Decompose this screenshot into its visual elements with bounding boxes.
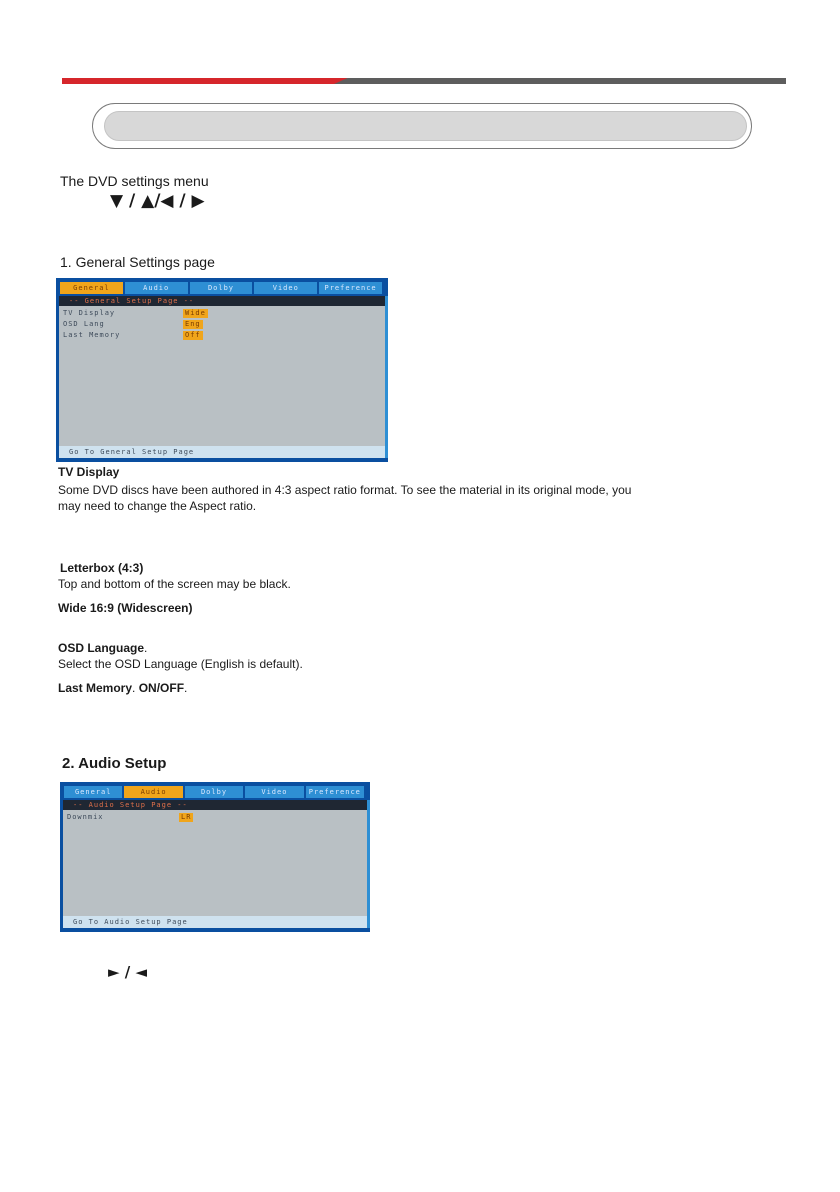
osd-tab-preference: Preference [319,282,384,294]
osd-tab-video: Video [254,282,319,294]
osd-edge [367,800,370,928]
osd-row-value: Off [185,331,201,339]
osd-row-value: Wide [185,309,206,317]
osd-language-line [58,641,147,655]
osd-row-label: TV Display [63,309,116,317]
osd-page-title: -- Audio Setup Page -- [63,800,367,810]
nav-arrows: ▼ / ▲/◀ / ▶ [110,191,205,211]
osd-tab-audio: Audio [125,282,190,294]
intro-title: The DVD settings menu [60,173,209,189]
osd-footer: Go To General Setup Page [59,446,385,458]
osd-edge [385,296,388,458]
osd-tab-dolby: Dolby [190,282,255,294]
general-setup-osd-image [56,278,388,462]
wide-label: Wide 16:9 (Widescreen) [58,601,193,615]
osd-language-period: . [144,641,148,655]
letterbox-text: Top and bottom of the screen may be black. [58,577,291,591]
title-bar [104,111,747,141]
section-heading-audio: 2. Audio Setup [62,755,167,772]
last-memory-sep: . [132,681,139,695]
osd-language-heading: OSD Language [58,641,145,655]
audio-setup-osd-image [60,782,370,932]
last-memory-label: Last Memory [58,681,133,695]
last-memory-line [58,681,187,695]
osd-row-value: Eng [185,320,201,328]
osd-panel [63,800,367,928]
section-heading-general: 1. General Settings page [60,254,215,270]
osd-footer: Go To Audio Setup Page [63,916,367,928]
tv-display-heading: TV Display [58,465,120,479]
tv-display-text-2: may need to change the Aspect ratio. [58,499,257,513]
osd-row-label: Last Memory [63,331,121,339]
last-memory-end: . [184,681,188,695]
osd-row-label: OSD Lang [63,320,105,328]
osd-row-label: Downmix [67,813,104,821]
osd-page-title: -- General Setup Page -- [59,296,385,306]
osd-tabs [64,786,366,798]
osd-language-text: Select the OSD Language (English is default). [58,657,303,671]
osd-tab-dolby: Dolby [185,786,245,798]
osd-tabs [60,282,384,294]
osd-panel [59,296,385,458]
letterbox-label: Letterbox (4:3) [60,561,144,575]
osd-tab-audio: Audio [124,786,184,798]
tv-display-text-1: Some DVD discs have been authored in 4:3 aspect ratio format. To see the material in its original mode, you [58,483,632,497]
osd-tab-general: General [64,786,124,798]
audio-nav-arrows: ► / ◄ [108,963,147,981]
osd-tab-preference: Preference [306,786,366,798]
osd-row-value: LR [181,813,192,821]
header-rule-grey [334,78,786,84]
header-rule-red [62,78,348,84]
osd-tab-video: Video [245,786,305,798]
osd-tab-general: General [60,282,125,294]
last-memory-value: ON/OFF [138,681,185,695]
